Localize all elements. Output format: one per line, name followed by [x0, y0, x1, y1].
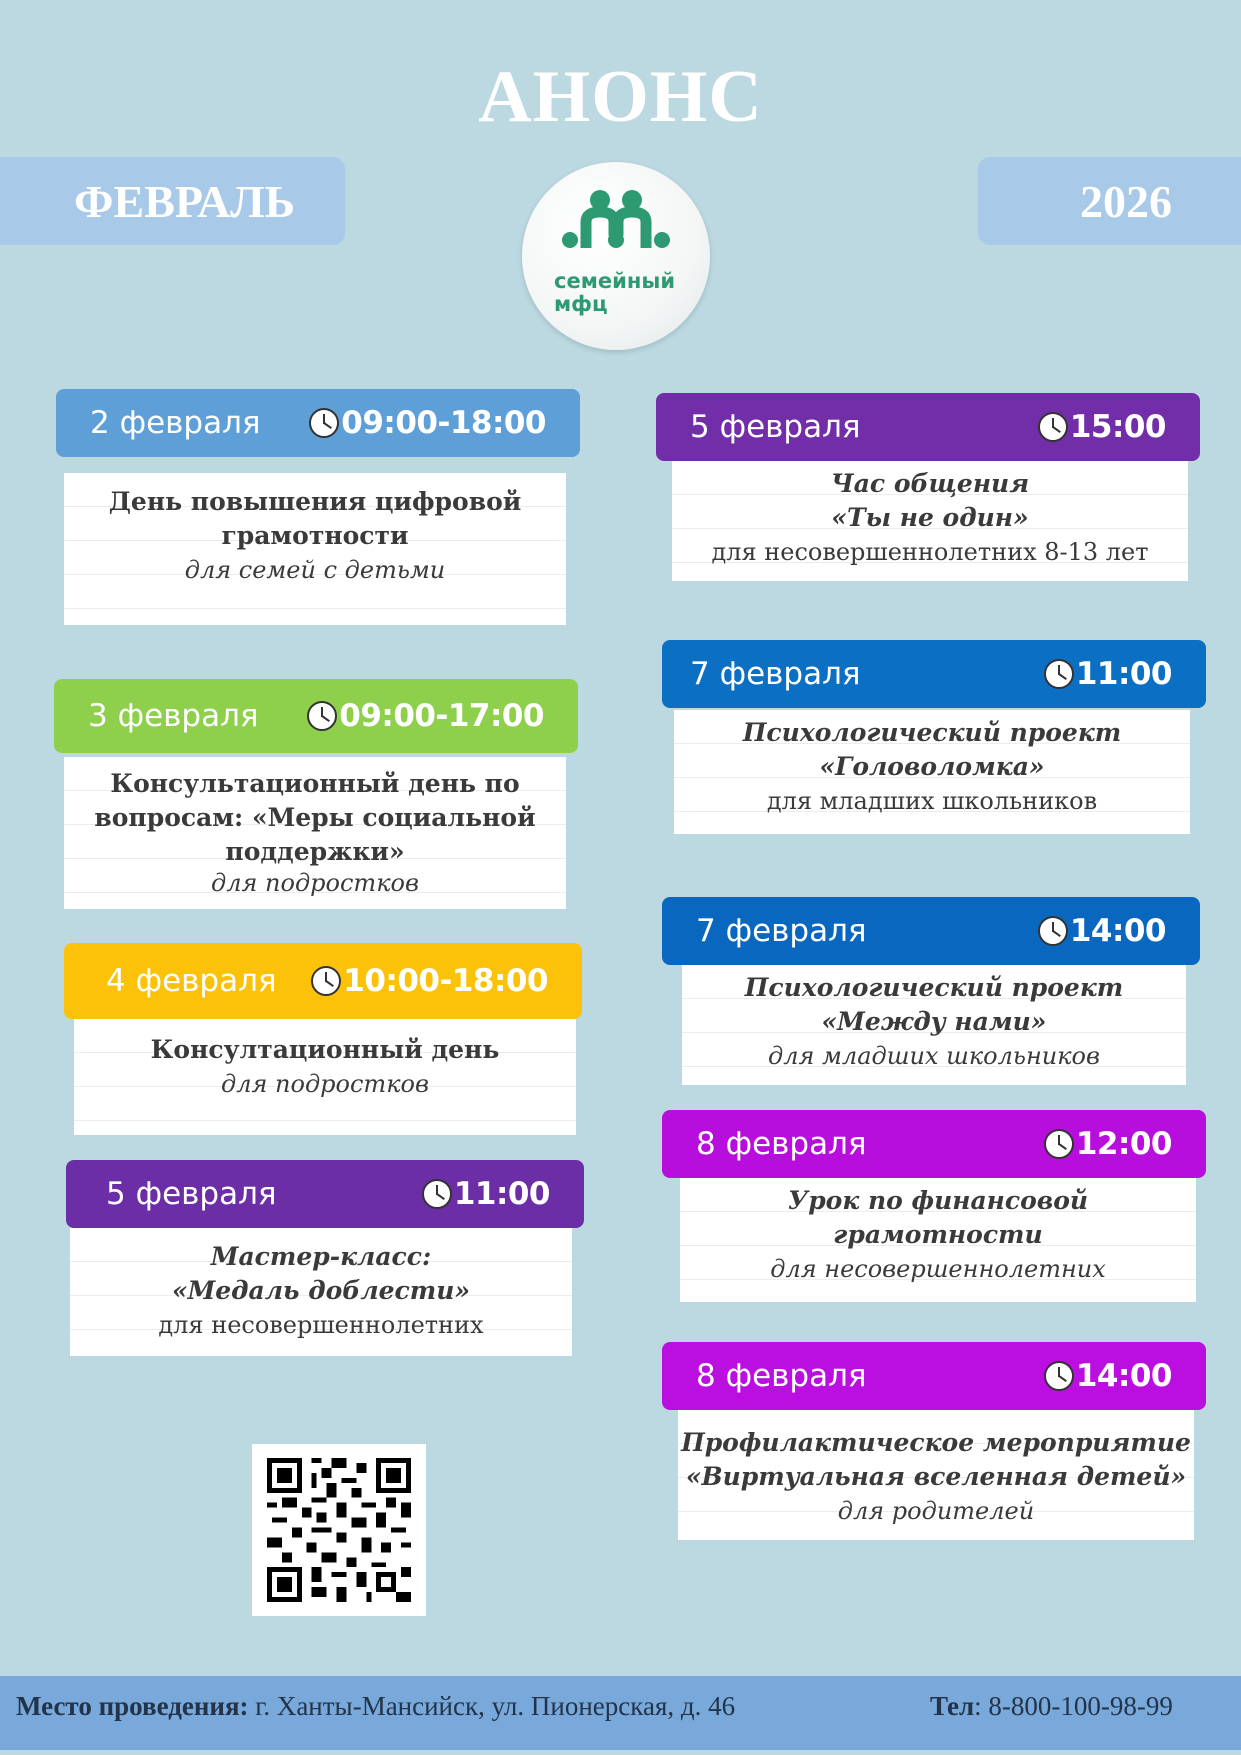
event-title: Консультационный день по: [110, 769, 520, 798]
event-audience: для несовершеннолетних 8-13 лет: [711, 538, 1149, 566]
event-time: 15:00: [1038, 393, 1166, 461]
event-header: [64, 943, 582, 1019]
event-title: Профилактическое мероприятие: [681, 1428, 1191, 1457]
event-date: 2 февраля: [90, 405, 261, 441]
event-card: [662, 640, 1206, 836]
event-card: [54, 679, 578, 909]
event-audience: для несовершеннолетних: [158, 1311, 484, 1339]
event-title: «Виртуальная вселенная детей»: [685, 1462, 1187, 1491]
clock-icon: [1044, 1361, 1074, 1391]
event-title: Психологический проект: [744, 973, 1124, 1002]
family-figures-icon: [556, 190, 676, 270]
venue-value: г. Ханты-Мансийск, ул. Пионерская, д. 46: [248, 1691, 736, 1721]
event-title: Мастер-класс:: [210, 1242, 432, 1271]
event-card: [66, 1160, 584, 1356]
event-header: [662, 897, 1200, 965]
event-audience: для семей с детьми: [184, 556, 446, 584]
event-header: [54, 679, 578, 753]
phone-value[interactable]: : 8-800-100-98-99: [974, 1691, 1173, 1721]
venue-address: [16, 1676, 735, 1736]
event-header: [656, 393, 1200, 461]
clock-icon: [1038, 916, 1068, 946]
event-audience: для младших школьников: [766, 787, 1098, 815]
clock-icon: [1038, 412, 1068, 442]
event-body: [678, 1410, 1194, 1540]
event-time: 10:00-18:00: [311, 943, 548, 1019]
event-header: [662, 640, 1206, 708]
qr-code-icon: [266, 1458, 412, 1602]
event-card: [656, 393, 1200, 589]
event-body: [680, 1178, 1196, 1302]
clock-icon: [1044, 659, 1074, 689]
event-date: 3 февраля: [88, 698, 259, 734]
event-card: [662, 897, 1200, 1087]
clock-icon: [309, 408, 339, 438]
month-tab: ФЕВРАЛЬ: [0, 157, 345, 245]
event-time: 11:00: [422, 1160, 550, 1228]
event-title: День повышения цифровой: [108, 487, 522, 516]
clock-icon: [1044, 1129, 1074, 1159]
event-card: [56, 389, 580, 626]
event-date: 7 февраля: [690, 656, 861, 692]
event-audience: для несовершеннолетних: [770, 1255, 1106, 1283]
year-tab: 2026: [978, 157, 1241, 245]
event-body: [674, 710, 1190, 834]
event-title: «Головоломка»: [819, 752, 1045, 781]
event-body: [64, 757, 566, 909]
event-header: [662, 1342, 1206, 1410]
event-time: 12:00: [1044, 1110, 1172, 1178]
event-body: [682, 965, 1186, 1085]
event-audience: для подростков: [211, 869, 419, 897]
event-audience: для младших школьников: [768, 1042, 1100, 1070]
page-title: АНОНС: [478, 56, 763, 138]
clock-icon: [311, 966, 341, 996]
clock-icon: [307, 701, 337, 731]
event-time: 09:00-17:00: [307, 679, 544, 753]
event-time: 11:00: [1044, 640, 1172, 708]
event-title: грамотности: [221, 521, 409, 550]
qr-code[interactable]: [252, 1444, 426, 1616]
event-body: [74, 1019, 576, 1135]
event-time: 14:00: [1038, 897, 1166, 965]
family-mfc-logo: [522, 162, 710, 350]
event-date: 8 февраля: [696, 1358, 867, 1394]
event-time: 14:00: [1044, 1342, 1172, 1410]
event-header: [662, 1110, 1206, 1178]
phone-contact: [930, 1676, 1173, 1736]
event-date: 5 февраля: [106, 1176, 277, 1212]
event-title: «Ты не один»: [831, 503, 1029, 532]
event-title: поддержки»: [225, 837, 405, 866]
event-body: [64, 473, 566, 625]
event-body: [70, 1228, 572, 1356]
event-title: Час общения: [830, 469, 1030, 498]
event-card: [662, 1342, 1206, 1540]
event-audience: для родителей: [837, 1497, 1035, 1525]
phone-label: Тел: [930, 1691, 975, 1721]
event-title: Консултационный день: [150, 1035, 500, 1064]
clock-icon: [422, 1179, 452, 1209]
event-title: Урок по финансовой грамотности: [787, 1186, 1089, 1249]
event-header: [56, 389, 580, 457]
footer-bar: [0, 1676, 1241, 1750]
event-title: «Между нами»: [821, 1007, 1047, 1036]
logo-text-line1: семейный: [554, 269, 676, 293]
event-date: 5 февраля: [690, 409, 861, 445]
event-card: [662, 1110, 1206, 1302]
logo-text-line2: мфц: [554, 292, 608, 316]
event-date: 8 февраля: [696, 1126, 867, 1162]
event-title: «Медаль доблести»: [171, 1276, 471, 1305]
event-date: 4 февраля: [106, 963, 277, 999]
event-time: 09:00-18:00: [309, 389, 546, 457]
event-header: [66, 1160, 584, 1228]
event-body: [672, 461, 1188, 581]
event-title: Психологический проект: [742, 718, 1122, 747]
event-date: 7 февраля: [696, 913, 867, 949]
event-audience: для подростков: [221, 1070, 429, 1098]
event-card: [64, 943, 582, 1135]
event-title: вопросам: «Меры социальной: [94, 803, 536, 832]
venue-label: Место проведения:: [16, 1691, 249, 1721]
